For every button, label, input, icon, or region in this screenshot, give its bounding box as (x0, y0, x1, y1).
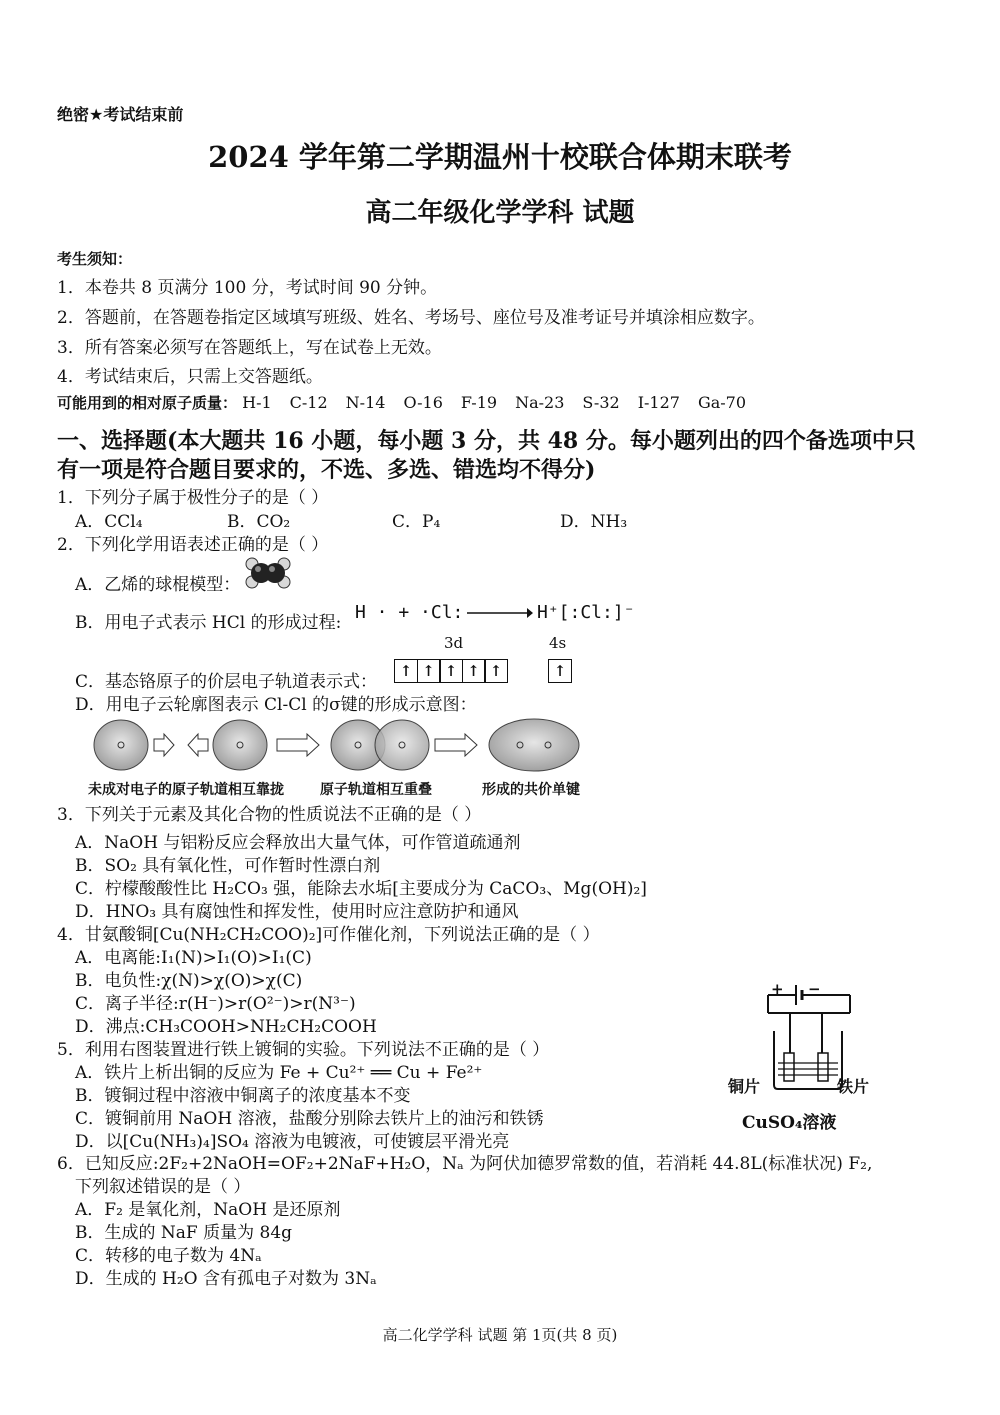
q6-option-c: C．转移的电子数为 4Nₐ (75, 1246, 262, 1266)
notice-heading: 考生须知： (57, 250, 133, 268)
q2-option-d: D．用电子云轮廓图表示 Cl-Cl 的σ键的形成示意图： (75, 695, 477, 715)
orbital-label-3d: 3d (444, 634, 464, 652)
q6-option-b: B．生成的 NaF 质量为 84g (75, 1223, 293, 1243)
hcl-formation-left: H · + ·Cl: (355, 602, 464, 623)
q1-option-d: D．NH₃ (560, 512, 628, 532)
orbital-box: ↑ (484, 659, 508, 683)
q3-option-c: C．柠檬酸酸性比 H₂CO₃ 强，能除去水垢[主要成分为 CaCO₃、Mg(OH)₂] (75, 879, 647, 899)
sigma-bond-diagram (90, 716, 590, 774)
q2-option-b: B．用电子式表示 HCl 的形成过程: (75, 613, 342, 633)
atomic-mass-item: I-127 (637, 393, 680, 412)
atomic-mass-item: H-1 (242, 393, 272, 412)
atomic-mass-item: C-12 (289, 393, 328, 412)
atomic-mass-item: Na-23 (515, 393, 565, 412)
section-heading-line2: 有一项是符合题目要求的，不选、多选、错选均不得分) (57, 457, 596, 483)
atomic-mass-item: Ga-70 (697, 393, 747, 412)
q4-option-a: A．电离能:I₁(N)>I₁(O)>I₁(C) (75, 948, 312, 968)
atomic-mass-item: O-16 (403, 393, 443, 412)
section-heading-line1: 一、选择题(本大题共 16 小题，每小题 3 分，共 48 分。每小题列出的四个备选项中只 (57, 428, 916, 454)
atomic-mass-item: S-32 (582, 393, 620, 412)
sigma-caption-approach: 未成对电子的原子轨道相互靠拢 (88, 782, 284, 798)
q1-option-a: A．CCl₄ (75, 512, 143, 532)
hcl-formation-right: H⁺[:Cl:]⁻ (537, 602, 635, 623)
atomic-mass-line (57, 392, 764, 414)
notice-item: 1．本卷共 8 页满分 100 分，考试时间 90 分钟。 (57, 278, 438, 298)
notice-item: 4．考试结束后，只需上交答题纸。 (57, 367, 323, 387)
q3-option-a: A．NaOH 与铝粉反应会释放出大量气体，可作管道疏通剂 (75, 833, 521, 853)
q4-option-b: B．电负性:χ(N)>χ(O)>χ(C) (75, 971, 303, 991)
q5-option-d: D．以[Cu(NH₃)₄]SO₄ 溶液为电镀液，可使镀层平滑光亮 (75, 1132, 510, 1152)
atomic-mass-label: 可能用到的相对原子质量： (57, 394, 238, 412)
q5-stem: 5．利用右图装置进行铁上镀铜的实验。下列说法不正确的是（ ） (57, 1040, 550, 1060)
q6-option-d: D．生成的 H₂O 含有孤电子对数为 3Nₐ (75, 1269, 377, 1289)
q4-option-c: C．离子半径:r(H⁻)>r(O²⁻)>r(N³⁻) (75, 994, 356, 1014)
orbital-box: ↑ (394, 659, 418, 683)
notice-item: 2．答题前，在答题卷指定区域填写班级、姓名、考场号、座位号及准考证号并填涂相应数字。 (57, 308, 765, 328)
iron-plate-label: 铁片 (837, 1077, 870, 1096)
orbital-box: ↑ (462, 659, 486, 683)
q1-stem: 1．下列分子属于极性分子的是（ ） (57, 488, 329, 508)
page-footer: 高二化学学科 试题 第 1页(共 8 页) (382, 1326, 618, 1344)
q3-option-b: B．SO₂ 具有氧化性，可作暂时性漂白剂 (75, 856, 381, 876)
q1-option-c: C．P₄ (392, 512, 441, 532)
q5-option-a: A．铁片上析出铜的反应为 Fe + Cu²⁺ ══ Cu + Fe²⁺ (75, 1063, 483, 1083)
reaction-arrow-icon (465, 604, 533, 622)
orbital-label-4s: 4s (549, 634, 567, 652)
q1-option-b: B．CO₂ (227, 512, 291, 532)
cathode-minus-sign: − (808, 980, 821, 998)
sigma-caption-bond: 形成的共价单键 (482, 782, 580, 798)
cuso4-solution-label: CuSO₄溶液 (742, 1113, 837, 1133)
q2-option-c: C．基态铬原子的价层电子轨道表示式： (75, 672, 378, 692)
exam-title: 2024 学年第二学期温州十校联合体期末联考 (208, 140, 792, 174)
q3-option-d: D．HNO₃ 具有腐蚀性和挥发性，使用时应注意防护和通风 (75, 902, 519, 922)
sigma-caption-overlap: 原子轨道相互重叠 (320, 782, 432, 798)
atomic-mass-list (242, 393, 764, 412)
ethylene-ball-stick-model (242, 555, 294, 591)
q6-stem-line2: 下列叙述错误的是（ ） (75, 1177, 251, 1197)
copper-plate-label: 铜片 (728, 1077, 761, 1096)
q5-option-b: B．镀铜过程中溶液中铜离子的浓度基本不变 (75, 1086, 411, 1106)
atomic-mass-item: F-19 (460, 393, 498, 412)
q3-stem: 3．下列关于元素及其化合物的性质说法不正确的是（ ） (57, 805, 482, 825)
orbital-box: ↑ (439, 659, 463, 683)
orbital-4s-box (548, 659, 571, 683)
q2-stem: 2．下列化学用语表述正确的是（ ） (57, 535, 329, 555)
orbital-box: ↑ (548, 659, 572, 683)
exam-subtitle: 高二年级化学学科 试题 (365, 198, 635, 228)
q6-option-a: A．F₂ 是氧化剂，NaOH 是还原剂 (75, 1200, 341, 1220)
anode-plus-sign: + (771, 980, 784, 998)
secret-label: 绝密★考试结束前 (57, 105, 184, 124)
q4-stem: 4．甘氨酸铜[Cu(NH₂CH₂COO)₂]可作催化剂，下列说法正确的是（ ） (57, 925, 600, 945)
notice-item: 3．所有答案必须写在答题纸上，写在试卷上无效。 (57, 338, 442, 358)
orbital-box: ↑ (417, 659, 441, 683)
q2-option-a: A．乙烯的球棍模型： (75, 575, 241, 595)
orbital-3d-boxes (394, 659, 507, 683)
q4-option-d: D．沸点:CH₃COOH>NH₂CH₂COOH (75, 1017, 377, 1037)
q5-option-c: C．镀铜前用 NaOH 溶液，盐酸分别除去铁片上的油污和铁锈 (75, 1109, 544, 1129)
atomic-mass-item: N-14 (345, 393, 386, 412)
q6-stem-line1: 6．已知反应:2F₂+2NaOH=OF₂+2NaF+H₂O，Nₐ 为阿伏加德罗常数的值，若消耗 44.8L(标准状况) F₂, (57, 1154, 873, 1174)
